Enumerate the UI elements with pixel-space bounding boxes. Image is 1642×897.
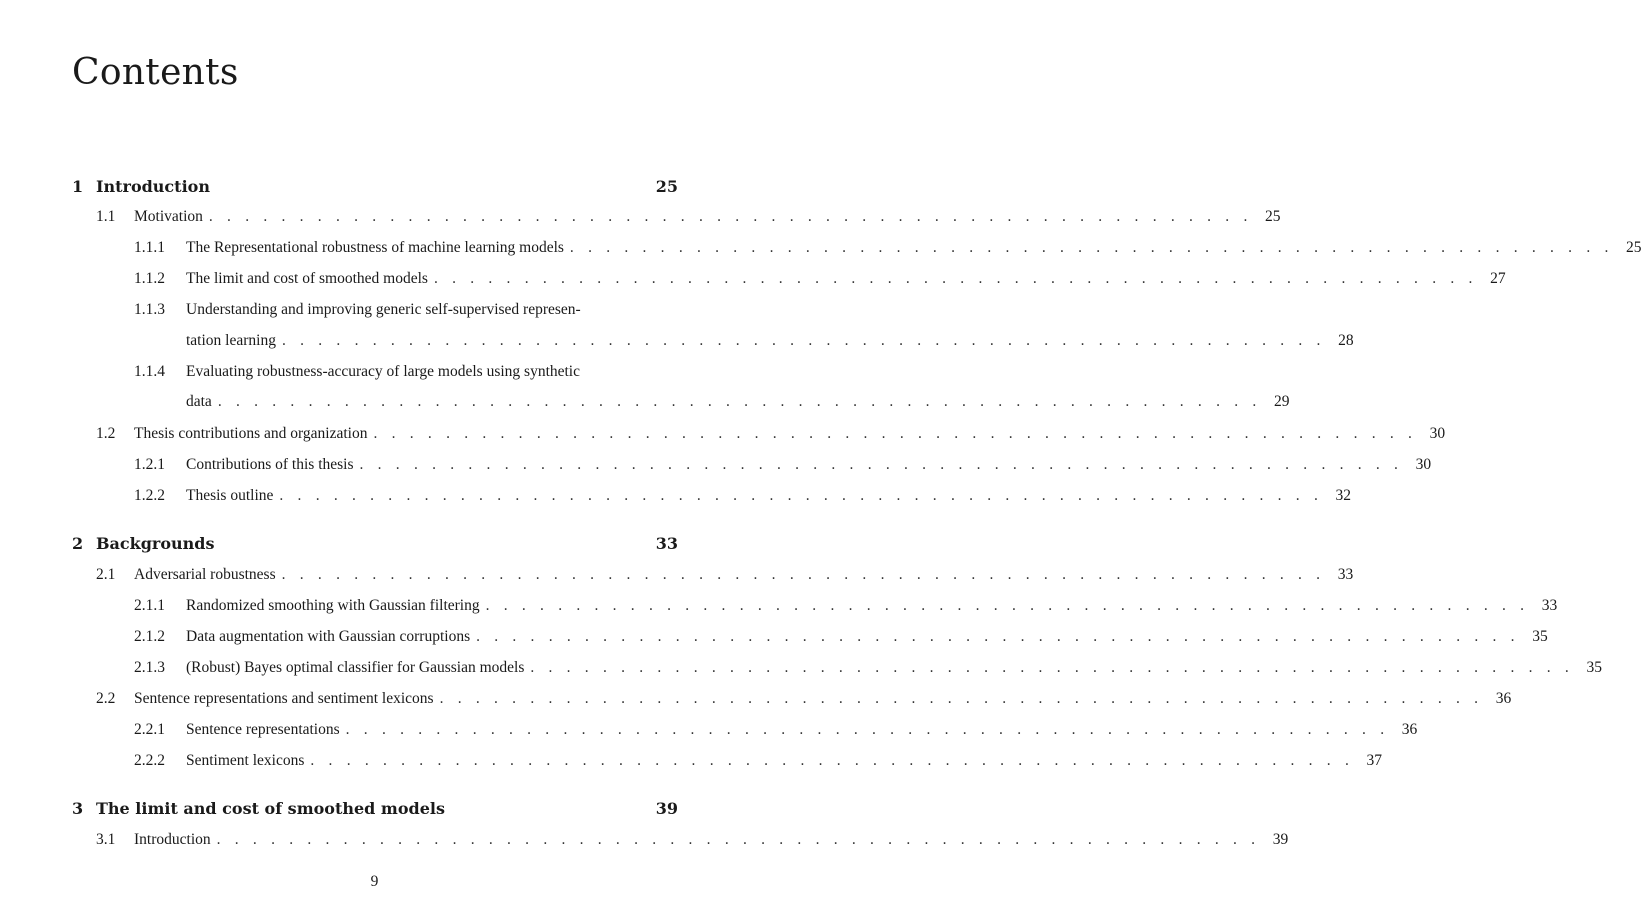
- toc-chapter-2[interactable]: [72, 534, 678, 553]
- subsection-title: Randomized smoothing with Gaussian filtering: [186, 597, 480, 614]
- toc-subsection-1-1-4-cont[interactable]: [72, 393, 1290, 411]
- page-ref: 35: [1586, 659, 1602, 676]
- dot-leader: . . . . . . . . . . . . . . . . . . . . . . . . . . . . . . . . . . . . . . . . . . . . . . . . . . . . . . . . . .: [279, 487, 1324, 504]
- subsection-number: 1.2.2: [134, 487, 165, 504]
- dot-leader: . . . . . . . . . . . . . . . . . . . . . . . . . . . . . . . . . . . . . . . . . . . . . . . . . . . . . . . . . .: [439, 690, 1484, 707]
- toc-subsection-1-1-2[interactable]: [72, 270, 1506, 288]
- page-ref: 30: [1429, 425, 1446, 442]
- dot-leader: . . . . . . . . . . . . . . . . . . . . . . . . . . . . . . . . . . . . . . . . . . . . . . . . . . . . . . . . . .: [217, 393, 1262, 410]
- toc-subsection-2-1-2[interactable]: [72, 628, 1548, 646]
- dot-leader: . . . . . . . . . . . . . . . . . . . . . . . . . . . . . . . . . . . . . . . . . . . . . . . . . . . . . . . . . .: [359, 456, 1404, 473]
- subsection-number: 2.1.2: [134, 628, 165, 645]
- chapter-number: 3: [72, 799, 84, 818]
- toc-subsection-2-1-1[interactable]: [72, 597, 1558, 615]
- page-number: 9: [370, 873, 379, 890]
- subsection-title: (Robust) Bayes optimal classifier for Gaussian models: [186, 659, 525, 676]
- toc-subsection-1-1-1[interactable]: [72, 239, 1642, 257]
- subsection-number: 1.1.2: [134, 270, 165, 287]
- page-ref: 36: [1401, 721, 1418, 738]
- subsection-number: 1.1.4: [134, 363, 165, 380]
- subsection-title: Data augmentation with Gaussian corruptions: [186, 628, 471, 645]
- chapter-title: Introduction: [96, 177, 210, 196]
- page-ref: 33: [655, 534, 678, 553]
- subsection-title: Thesis outline: [186, 487, 274, 504]
- dot-leader: . . . . . . . . . . . . . . . . . . . . . . . . . . . . . . . . . . . . . . . . . . . . . . . . . . . . . . . . . .: [310, 752, 1355, 769]
- section-number: 1.1: [96, 208, 116, 225]
- page-ref: 27: [1490, 270, 1506, 287]
- toc-section-2-1[interactable]: [72, 566, 1354, 584]
- section-number: 3.1: [96, 831, 116, 848]
- dot-leader: . . . . . . . . . . . . . . . . . . . . . . . . . . . . . . . . . . . . . . . . . . . . . . . . . . . . . . . . . .: [433, 270, 1478, 287]
- dot-leader: . . . . . . . . . . . . . . . . . . . . . . . . . . . . . . . . . . . . . . . . . . . . . . . . . . . . . . . . . .: [216, 831, 1261, 848]
- toc-section-1-1[interactable]: [72, 208, 1281, 226]
- dot-leader: . . . . . . . . . . . . . . . . . . . . . . . . . . . . . . . . . . . . . . . . . . . . . . . . . . . . . . . . . .: [569, 239, 1614, 256]
- page-ref: 35: [1532, 628, 1548, 645]
- chapter-number: 2: [72, 534, 84, 553]
- page-ref: 25: [655, 177, 678, 196]
- section-number: 1.2: [96, 425, 116, 442]
- section-number: 2.1: [96, 566, 116, 583]
- dot-leader: . . . . . . . . . . . . . . . . . . . . . . . . . . . . . . . . . . . . . . . . . . . . . . . . . . . . . . . . . .: [281, 566, 1326, 583]
- subsection-title: Contributions of this thesis: [186, 456, 354, 473]
- page-title: Contents: [72, 52, 239, 93]
- dot-leader: . . . . . . . . . . . . . . . . . . . . . . . . . . . . . . . . . . . . . . . . . . . . . . . . . . . . . . . . . .: [345, 721, 1390, 738]
- chapter-number: 1: [72, 177, 84, 196]
- page-ref: 29: [1273, 393, 1290, 410]
- page-ref: 39: [1272, 831, 1289, 848]
- section-title: Sentence representations and sentiment lexicons: [134, 690, 434, 707]
- toc-section-1-2[interactable]: [72, 425, 1446, 443]
- page-ref: 32: [1335, 487, 1352, 504]
- toc-section-3-1[interactable]: [72, 831, 1289, 849]
- subsection-title: Sentiment lexicons: [186, 752, 305, 769]
- subsection-title: Evaluating robustness-accuracy of large models using synthetic: [186, 363, 580, 380]
- page-ref: 36: [1495, 690, 1512, 707]
- page-ref: 25: [1626, 239, 1642, 256]
- page-ref: 39: [655, 799, 678, 818]
- dot-leader: . . . . . . . . . . . . . . . . . . . . . . . . . . . . . . . . . . . . . . . . . . . . . . . . . . . . . . . . . .: [530, 659, 1574, 676]
- toc-subsection-2-2-2[interactable]: [72, 752, 1383, 770]
- section-title: Thesis contributions and organization: [134, 425, 368, 442]
- toc-chapter-3[interactable]: [72, 799, 678, 818]
- subsection-title: The Representational robustness of machine learning models: [186, 239, 564, 256]
- toc-subsection-1-1-3[interactable]: [72, 301, 678, 319]
- dot-leader: . . . . . . . . . . . . . . . . . . . . . . . . . . . . . . . . . . . . . . . . . . . . . . . . . . . . . . . . . .: [476, 628, 1520, 645]
- section-title: Introduction: [134, 831, 211, 848]
- page-ref: 30: [1415, 456, 1432, 473]
- subsection-number: 1.2.1: [134, 456, 165, 473]
- page-ref: 33: [1337, 566, 1354, 583]
- section-title: Adversarial robustness: [134, 566, 276, 583]
- dot-leader: . . . . . . . . . . . . . . . . . . . . . . . . . . . . . . . . . . . . . . . . . . . . . . . . . . . . . . . . . .: [208, 208, 1253, 225]
- page-ref: 37: [1366, 752, 1383, 769]
- dot-leader: . . . . . . . . . . . . . . . . . . . . . . . . . . . . . . . . . . . . . . . . . . . . . . . . . . . . . . . . . .: [373, 425, 1418, 442]
- subsection-number: 2.2.1: [134, 721, 165, 738]
- toc-subsection-1-2-2[interactable]: [72, 487, 1352, 505]
- toc-subsection-1-2-1[interactable]: [72, 456, 1432, 474]
- chapter-title: The limit and cost of smoothed models: [96, 799, 445, 818]
- subsection-number: 1.1.3: [134, 301, 165, 318]
- subsection-title-cont: tation learning: [186, 332, 276, 349]
- chapter-title: Backgrounds: [96, 534, 215, 553]
- dot-leader: . . . . . . . . . . . . . . . . . . . . . . . . . . . . . . . . . . . . . . . . . . . . . . . . . . . . . . . . . .: [281, 332, 1326, 349]
- page-ref: 28: [1338, 332, 1354, 349]
- subsection-title: The limit and cost of smoothed models: [186, 270, 428, 287]
- toc-subsection-1-1-4[interactable]: [72, 363, 678, 381]
- page-ref: 25: [1265, 208, 1281, 225]
- subsection-number: 2.1.3: [134, 659, 165, 676]
- toc-subsection-1-1-3-cont[interactable]: [72, 332, 1354, 350]
- toc-subsection-2-2-1[interactable]: [72, 721, 1418, 739]
- section-number: 2.2: [96, 690, 116, 707]
- toc-section-2-2[interactable]: [72, 690, 1512, 708]
- subsection-title: Understanding and improving generic self-supervised represen-: [186, 301, 581, 318]
- toc-subsection-2-1-3[interactable]: [72, 659, 1602, 677]
- subsection-number: 1.1.1: [134, 239, 165, 256]
- subsection-number: 2.2.2: [134, 752, 165, 769]
- dot-leader: . . . . . . . . . . . . . . . . . . . . . . . . . . . . . . . . . . . . . . . . . . . . . . . . . . . . . . . . . .: [485, 597, 1530, 614]
- subsection-number: 2.1.1: [134, 597, 165, 614]
- toc-chapter-1[interactable]: [72, 177, 678, 196]
- subsection-title-cont: data: [186, 393, 212, 410]
- page-ref: 33: [1541, 597, 1558, 614]
- section-title: Motivation: [134, 208, 203, 225]
- subsection-title: Sentence representations: [186, 721, 340, 738]
